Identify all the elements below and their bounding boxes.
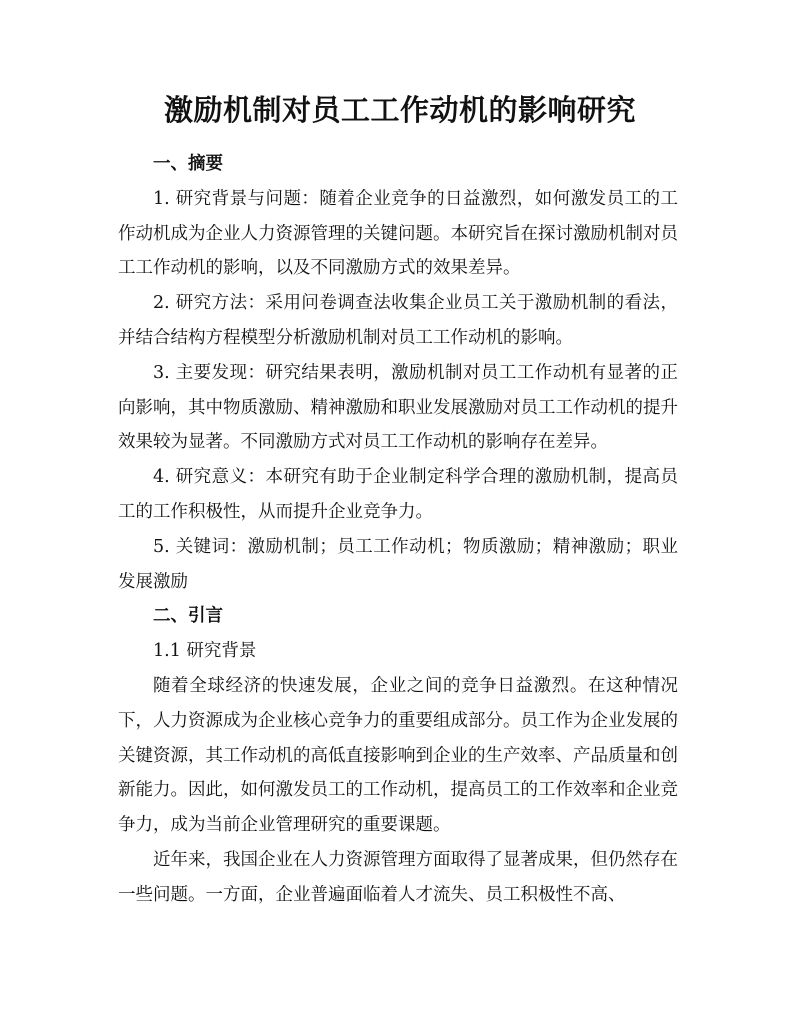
abstract-item-keywords: 5. 关键词：激励机制；员工工作动机；物质激励；精神激励；职业发展激励 <box>118 536 678 592</box>
section-heading-introduction: 二、引言 <box>153 606 223 627</box>
abstract-item-findings: 3. 主要发现：研究结果表明，激励机制对员工工作动机有显著的正向影响，其中物质激励、精神激励和职业发展激励对员工工作动机的提升效果较为显著。不同激励方式对员工工作动机的影响存在差异。 <box>118 362 678 453</box>
intro-paragraph: 随着全球经济的快速发展，企业之间的竞争日益激烈。在这种情况下，人力资源成为企业核心竞争力的重要组成部分。员工作为企业发展的关键资源，其工作动机的高低直接影响到企业的生产效率、产品质量和创新能力。因此，如何激发员工的工作动机，提高员工的工作效率和企业竞争力，成为当前企业管理研究的重要课题。 <box>118 675 678 836</box>
document-title: 激励机制对员工工作动机的影响研究 <box>163 93 636 127</box>
abstract-item-significance: 4. 研究意义：本研究有助于企业制定科学合理的激励机制，提高员工的工作积极性，从而提升企业竞争力。 <box>118 467 678 522</box>
document-body <box>118 147 678 913</box>
intro-paragraph: 近年来，我国企业在人力资源管理方面取得了显著成果，但仍然存在一些问题。一方面，企业普遍面临着人才流失、员工积极性不高、 <box>118 849 678 905</box>
abstract-item-background: 1. 研究背景与问题：随着企业竞争的日益激烈，如何激发员工的工作动机成为企业人力资源管理的关键问题。本研究旨在探讨激励机制对员工工作动机的影响，以及不同激励方式的效果差异。 <box>118 188 678 279</box>
abstract-item-method: 2. 研究方法：采用问卷调查法收集企业员工关于激励机制的看法，并结合结构方程模型分析激励机制对员工工作动机的影响。 <box>118 293 678 348</box>
section-heading-abstract: 一、摘要 <box>153 154 223 174</box>
subsection-heading-background: 1.1 研究背景 <box>153 641 257 662</box>
